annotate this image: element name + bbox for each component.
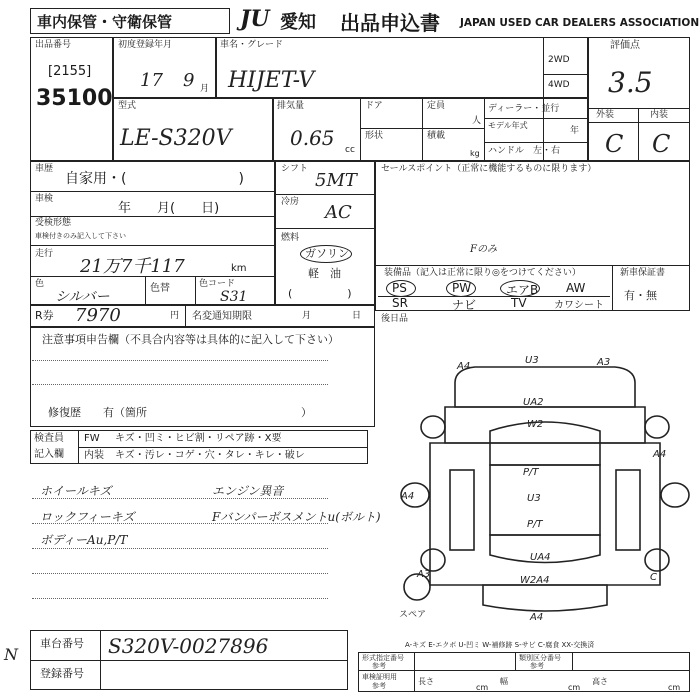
size-label: 車検証明用 (362, 673, 397, 681)
interior-row-label: 内装 (84, 450, 104, 461)
diagram-wheel-rl (421, 549, 445, 571)
form-title: 出品申込書 (340, 11, 440, 35)
ac-value: AC (325, 202, 352, 223)
dmg-mark-8: U3 (527, 493, 541, 504)
reg-label: 初度登録年月 (118, 40, 173, 50)
dmg-mark-10: P/T (527, 519, 543, 530)
model-no-sub: 参考 (372, 662, 386, 670)
dealer-label: ディーラー・並行 (488, 104, 560, 114)
dmg-mark-13: W2A4 (520, 575, 550, 586)
plate-label: 登録番号 (40, 667, 84, 680)
width-unit: cm (568, 683, 581, 692)
recycle-label: R券 (35, 309, 54, 322)
height-unit: cm (668, 683, 681, 692)
disp-label: 排気量 (277, 101, 305, 111)
drive-2wd: 2WD (548, 55, 570, 65)
dmg-mark-15: A4 (530, 612, 544, 623)
height-label: 高さ (592, 677, 608, 686)
equipment-label: 装備品（記入は正常に限り◎をつけてください） (384, 268, 581, 278)
interior-grade: C (652, 130, 671, 158)
inspector-note-3a: ボディーAu,P/T (40, 533, 128, 547)
damage-legend: A-キズ E-エクボ U-凹ミ W-補修跡 S-サビ C-腐食 XX-交換済 (405, 641, 595, 649)
chassis-value: S320V-0027896 (108, 634, 269, 658)
year-unit: 年 (570, 126, 580, 136)
equip-ps: PS (392, 281, 407, 295)
capacity-unit: 人 (472, 116, 482, 126)
equip-pw: PW (452, 281, 472, 295)
front-only-note: Fのみ (470, 244, 497, 255)
dmg-mark-5: W2 (527, 419, 544, 430)
diagram-wheel-fl (421, 416, 445, 438)
warranty-value: 有・無 (624, 289, 657, 302)
pw-circle (446, 280, 476, 297)
color-code-value: S31 (220, 289, 248, 305)
fw-label: FW (84, 433, 100, 444)
name-value: HIJET-V (228, 68, 315, 93)
model-year-label: モデル年式 (488, 121, 528, 130)
exterior-label: 外装 (596, 110, 615, 120)
recycle-yen: 円 (170, 311, 180, 321)
name-label: 車名・グレード (220, 40, 284, 50)
equip-airbag: エアB (506, 283, 539, 297)
airbag-circle (500, 280, 540, 297)
color-value: シルバー (55, 289, 110, 305)
diagram-tailgate (483, 585, 607, 611)
mileage-unit: km (231, 263, 247, 274)
name-change-day: 日 (352, 311, 362, 321)
sales-label: セールスポイント（正常に機能するものに限ります） (381, 164, 597, 174)
lot-label: 出品番号 (35, 40, 72, 50)
notes-label: 注意事項申告欄（不具合内容等は具体的に記入して下さい） (42, 333, 339, 346)
equip-tv: TV (511, 296, 527, 310)
name-change-label: 名変通知期限 (192, 311, 252, 322)
interior-label: 内装 (650, 110, 669, 120)
color-label: 色 (35, 279, 45, 289)
grade-value: 3.5 (608, 66, 653, 99)
class-no-sub: 参考 (530, 662, 544, 670)
grade-label: 評価点 (610, 40, 640, 51)
model-no-label: 形式指定番号 (362, 654, 404, 662)
dmg-mark-7: P/T (523, 467, 539, 478)
diagram-roof-top (455, 367, 635, 407)
receive-label: 受検形態 (35, 218, 72, 228)
equip-sr: SR (392, 296, 408, 310)
history-value: 自家用・( ) (65, 171, 244, 187)
diagram-right-door (616, 470, 640, 550)
dmg-mark-3: A3 (597, 357, 611, 368)
recycle-value: 7970 (75, 305, 121, 326)
diagram-wheel-rr (645, 549, 669, 571)
dmg-mark-11: A3 (417, 569, 431, 580)
exterior-grade: C (605, 130, 624, 158)
equip-aw: AW (566, 281, 586, 295)
length-unit: cm (476, 683, 489, 692)
inspector-note-2b: Fバンパーボスメントu(ボルト) (212, 510, 381, 524)
mileage-label: 走行 (35, 249, 54, 259)
drive-4wd: 4WD (548, 80, 570, 90)
reg-month-unit: 月 (200, 84, 210, 94)
storage-title: 車内保管・守衛保管 (37, 13, 173, 31)
disp-value: 0.65 (290, 126, 335, 150)
diagram-wheel-fr (645, 416, 669, 438)
org-name: 愛知 (280, 12, 316, 33)
reg-month: 9 (183, 70, 195, 91)
capacity-label: 定員 (427, 101, 446, 111)
rear-label: 後日品 (381, 314, 409, 324)
inspector-note-2a: ロックフィーキズ (40, 510, 135, 524)
dmg-mark-14: C (650, 572, 657, 583)
dmg-mark-9: A4 (401, 491, 415, 502)
warranty-label: 新車保証書 (620, 268, 666, 278)
door-label: ドア (365, 101, 383, 111)
inspector-entry-label: 記入欄 (34, 449, 64, 460)
length-label: 長さ (418, 677, 434, 686)
history-label: 車歴 (35, 164, 54, 174)
inspection-label: 車検 (35, 194, 54, 204)
reg-year: 17 (140, 70, 163, 91)
fuel-other: ( ) (288, 287, 352, 300)
org-english: JAPAN USED CAR DEALERS ASSOCIATION (460, 17, 700, 29)
shift-label: シフト (281, 164, 309, 174)
diagram-roof (490, 465, 600, 535)
model-value: LE-S320V (120, 126, 232, 151)
equipment-grid (378, 281, 610, 311)
fw-items: キズ・凹ミ・ヒビ割・リペア跡・X要 (115, 433, 282, 444)
equip-navi: ナビ (452, 298, 477, 312)
dmg-mark-12: UA4 (530, 552, 551, 563)
lot-sub: [2155] (48, 64, 92, 79)
inspector-label: 検査員 (34, 433, 64, 444)
color-code-label: 色コード (199, 279, 236, 289)
chassis-label: 車台番号 (40, 637, 84, 650)
car-damage-diagram (395, 355, 695, 625)
interior-items: キズ・汚レ・コゲ・穴・タレ・キレ・破レ (115, 450, 305, 461)
handle-label: ハンドル 左・右 (488, 146, 561, 156)
shape-label: 形状 (365, 131, 384, 141)
disp-unit: cc (345, 145, 355, 155)
margin-mark: N (4, 645, 18, 664)
storage-title-box (30, 8, 230, 34)
dmg-mark-4: UA2 (523, 397, 544, 408)
diagram-mirror-r (661, 483, 689, 507)
fuel-label: 燃料 (281, 233, 300, 243)
spare-label: スペア (399, 610, 427, 620)
class-no-label: 類別区分番号 (519, 654, 561, 662)
fuel-gasoline: ガソリン (305, 247, 349, 260)
name-change-month: 月 (302, 311, 312, 321)
diagram-left-door (450, 470, 474, 550)
inspector-note-1b: エンジン異音 (212, 484, 284, 498)
fuel-diesel: 軽 油 (308, 267, 341, 280)
mileage-value: 21万7千117 (80, 256, 185, 277)
dmg-mark-1: A4 (457, 361, 471, 372)
model-label: 型式 (118, 101, 137, 111)
shift-value: 5MT (315, 170, 357, 191)
dmg-mark-2: U3 (525, 355, 539, 366)
diagram-hood (445, 407, 645, 443)
size-sub: 参考 (372, 682, 386, 690)
ac-label: 冷房 (281, 197, 300, 207)
width-label: 幅 (500, 677, 508, 686)
color-change-label: 色替 (150, 283, 170, 294)
equip-leather: カワシート (554, 300, 604, 311)
ju-logo: JU (240, 6, 270, 32)
ps-circle (386, 280, 416, 297)
receive-note: 車検付きのみ記入して下さい (35, 232, 126, 240)
repair-label: 修復歴 有（箇所 ） (48, 406, 312, 419)
dmg-mark-6: A4 (653, 449, 667, 460)
load-unit: kg (470, 149, 480, 158)
lot-number: 35100 (36, 86, 113, 111)
load-label: 積載 (427, 131, 446, 141)
inspection-value: 年 月( 日) (118, 201, 220, 216)
inspector-note-1a: ホイールキズ (40, 484, 112, 498)
